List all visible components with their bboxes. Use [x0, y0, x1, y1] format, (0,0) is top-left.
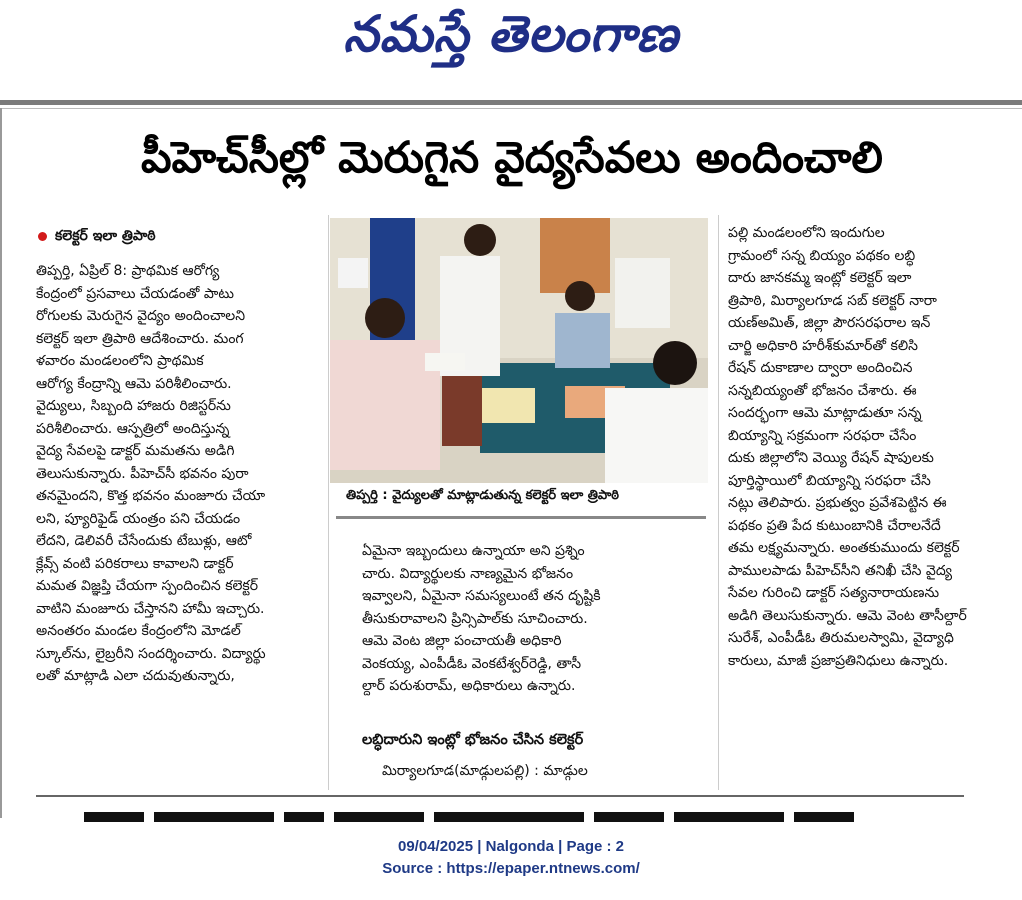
text-line: అడిగి తెలుసుకున్నారు. ఆమె వెంట తాసీల్దార్ — [728, 607, 967, 624]
newspaper-logo: నమస్తే తెలంగాణ — [343, 4, 679, 63]
column-divider — [718, 215, 719, 790]
text-line: పూర్తిస్థాయిలో బియ్యాన్ని సరఫరా చేసి — [728, 472, 931, 489]
article-photo — [330, 218, 708, 483]
text-line: పథకం ప్రతి పేద కుటుంబానికి చేరాలనేదే — [728, 517, 941, 534]
text-line: చార్జి అధికారి హరీశ్‌కుమార్‌తో కలిసి — [728, 337, 918, 354]
text-line: తెలుసుకున్నారు. పీహెచ్‌సీ భవనం పురా — [36, 465, 249, 482]
text-line: ఆమె వెంట జిల్లా పంచాయతీ అధికారి — [362, 633, 562, 649]
text-line: పరిశీలించారు. ఆస్పత్రిలో అందిస్తున్న — [36, 420, 230, 437]
article-column-1 — [36, 260, 318, 688]
text-line: స్కూల్‌ను, లైబ్రరీని సందర్శించారు. విద్యార్థు — [36, 645, 266, 662]
text-line: చారు. విద్యార్థులకు నాణ్యమైన భోజనం — [362, 565, 574, 582]
text-line: సేవల గురించి డాక్టర్ సత్యనారాయణను — [728, 585, 940, 601]
byline-text: కలెక్టర్ ఇలా త్రిపాఠి — [55, 228, 156, 244]
article-subheading: లబ్ధిదారుని ఇంట్లో భోజనం చేసిన కలెక్టర్ — [362, 732, 584, 748]
text-line: పాములపాడు పీహెచ్‌సీని తనిఖీ చేసి వైద్య — [728, 562, 953, 579]
clip-meta: 09/04/2025 | Nalgonda | Page : 2 — [398, 838, 624, 855]
clip-left-border — [0, 108, 2, 818]
text-line: ఏమైనా ఇబ్బందులు ఉన్నాయా అని ప్రశ్నిం — [362, 543, 585, 559]
text-line: కలెక్టర్ ఇలా త్రిపాఠి ఆదేశించారు. మంగ — [36, 330, 244, 347]
text-line: త్రిపాఠి, మిర్యాలగూడ సబ్ కలెక్టర్ నారా — [728, 292, 937, 309]
text-line: రేషన్ దుకాణాల ద్వారా అందించిన — [728, 360, 913, 376]
text-line: సురేశ్, ఎంపీడీఓ తిరుమలస్వామి, వైద్యాధి — [728, 630, 954, 646]
text-line: వెంకయ్య, ఎంపీడీఓ వెంకటేశ్వర్‌రెడ్డి, తాసీ — [362, 655, 582, 672]
masthead — [0, 0, 1022, 100]
dateline-text: మిర్యాలగూడ(మాడ్గులపల్లి) : మాడ్గుల — [382, 763, 588, 779]
text-line: రోగులకు మెరుగైన వైద్యం అందించాలని — [36, 308, 246, 324]
text-line: సందర్భంగా ఆమె మాట్లాడుతూ సన్న — [728, 405, 922, 421]
text-line: సన్నబియ్యంతో భోజనం చేశారు. ఈ — [728, 382, 917, 399]
column-divider — [328, 215, 329, 790]
text-line: ఇవ్వాలని, ఏమైనా సమస్యలుంటే తన దృష్టికి — [362, 588, 601, 604]
article-headline: పీహెచ్‌సీల్లో మెరుగైన వైద్యసేవలు అందించాలి — [141, 133, 883, 183]
cropped-next-headline — [84, 808, 964, 822]
text-line: ల్దార్ పరుశురామ్, అధికారులు ఉన్నారు. — [362, 678, 576, 694]
text-line: తిప్పర్తి, ఏప్రిల్ 8: ప్రాథమిక ఆరోగ్య — [36, 263, 220, 279]
text-line: వాటిని మంజూరు చేస్తానని హామీ ఇచ్చారు. — [36, 600, 265, 617]
caption-rule — [336, 516, 706, 519]
text-line: కేంద్రంలో ప్రసవాలు చేయడంతో పాటు — [36, 285, 235, 302]
text-line: మమత విజ్ఞప్తి చేయగా స్పందించిన కలెక్టర్ — [36, 578, 259, 594]
text-line: క్లేవ్స్ వంటి పరికరాలు కావాలని డాక్టర్ — [36, 555, 234, 572]
article-byline — [38, 228, 156, 247]
text-line: గ్రామంలో సన్న బియ్యం పథకం లబ్ధి — [728, 247, 916, 264]
text-line: అనంతరం మండల కేంద్రంలోని మోడల్ — [36, 623, 241, 639]
text-line: లని, ప్యూరిఫైడ్ యంత్రం పని చేయడం — [36, 510, 241, 527]
text-line: యణ్‌అమిత్, జిల్లా పౌరసరఫరాల ఇన్ — [728, 315, 931, 331]
text-line: దుకు జిల్లాలోని వెయ్యి రేషన్ షాపులకు — [728, 450, 934, 466]
photo-caption: తిప్పర్తి : వైద్యులతో మాట్లాడుతున్న కలెక్టర్ ఇలా త్రిపాఠి — [346, 488, 620, 503]
text-line: తీసుకురావాలని ప్రిన్సిపాల్‌కు సూచించారు. — [362, 610, 588, 627]
article-column-3 — [728, 222, 996, 672]
text-line: కారులు, మాజీ ప్రజాప్రతినిధులు ఉన్నారు. — [728, 652, 949, 669]
text-line: లేదని, డెలివరీ చేసేందుకు టేబుళ్లు, ఆటో — [36, 533, 252, 549]
clinic-scene-photo — [330, 218, 708, 483]
text-line: దారు జానకమ్మ ఇంట్లో కలెక్టర్ ఇలా — [728, 270, 912, 286]
text-line: పల్లి మండలంలోని ఇందుగుల — [728, 225, 885, 241]
masthead-thin-rule — [0, 108, 1022, 109]
text-line: నట్లు తెలిపారు. ప్రభుత్వం ప్రవేశపెట్టిన ఈ — [728, 495, 947, 511]
masthead-rule — [0, 100, 1022, 105]
text-line: వైద్యులు, సిబ్బంది హాజరు రిజిస్టర్‌ను — [36, 398, 231, 414]
text-line: ఆరోగ్య కేంద్రాన్ని ఆమె పరిశీలించారు. — [36, 375, 232, 392]
text-line: తనమైందని, కొత్త భవనం మంజూరు చేయా — [36, 488, 266, 504]
text-line: ళవారం మండలంలోని ప్రాథమిక — [36, 353, 204, 369]
text-line: బియ్యాన్ని సక్రమంగా సరఫరా చేసేం — [728, 427, 917, 444]
article-column-2 — [362, 540, 668, 698]
text-line: తమ లక్ష్యమన్నారు. అంతకుముందు కలెక్టర్ — [728, 540, 960, 556]
bullet-dot-icon — [38, 232, 47, 241]
bottom-rule — [36, 795, 964, 797]
clip-source: Source : https://epaper.ntnews.com/ — [382, 860, 640, 877]
text-line: వైద్య సేవలపై డాక్టర్ మమతను అడిగి — [36, 443, 235, 459]
text-line: లతో మాట్లాడి ఎలా చదువుతున్నారు, — [36, 668, 235, 684]
